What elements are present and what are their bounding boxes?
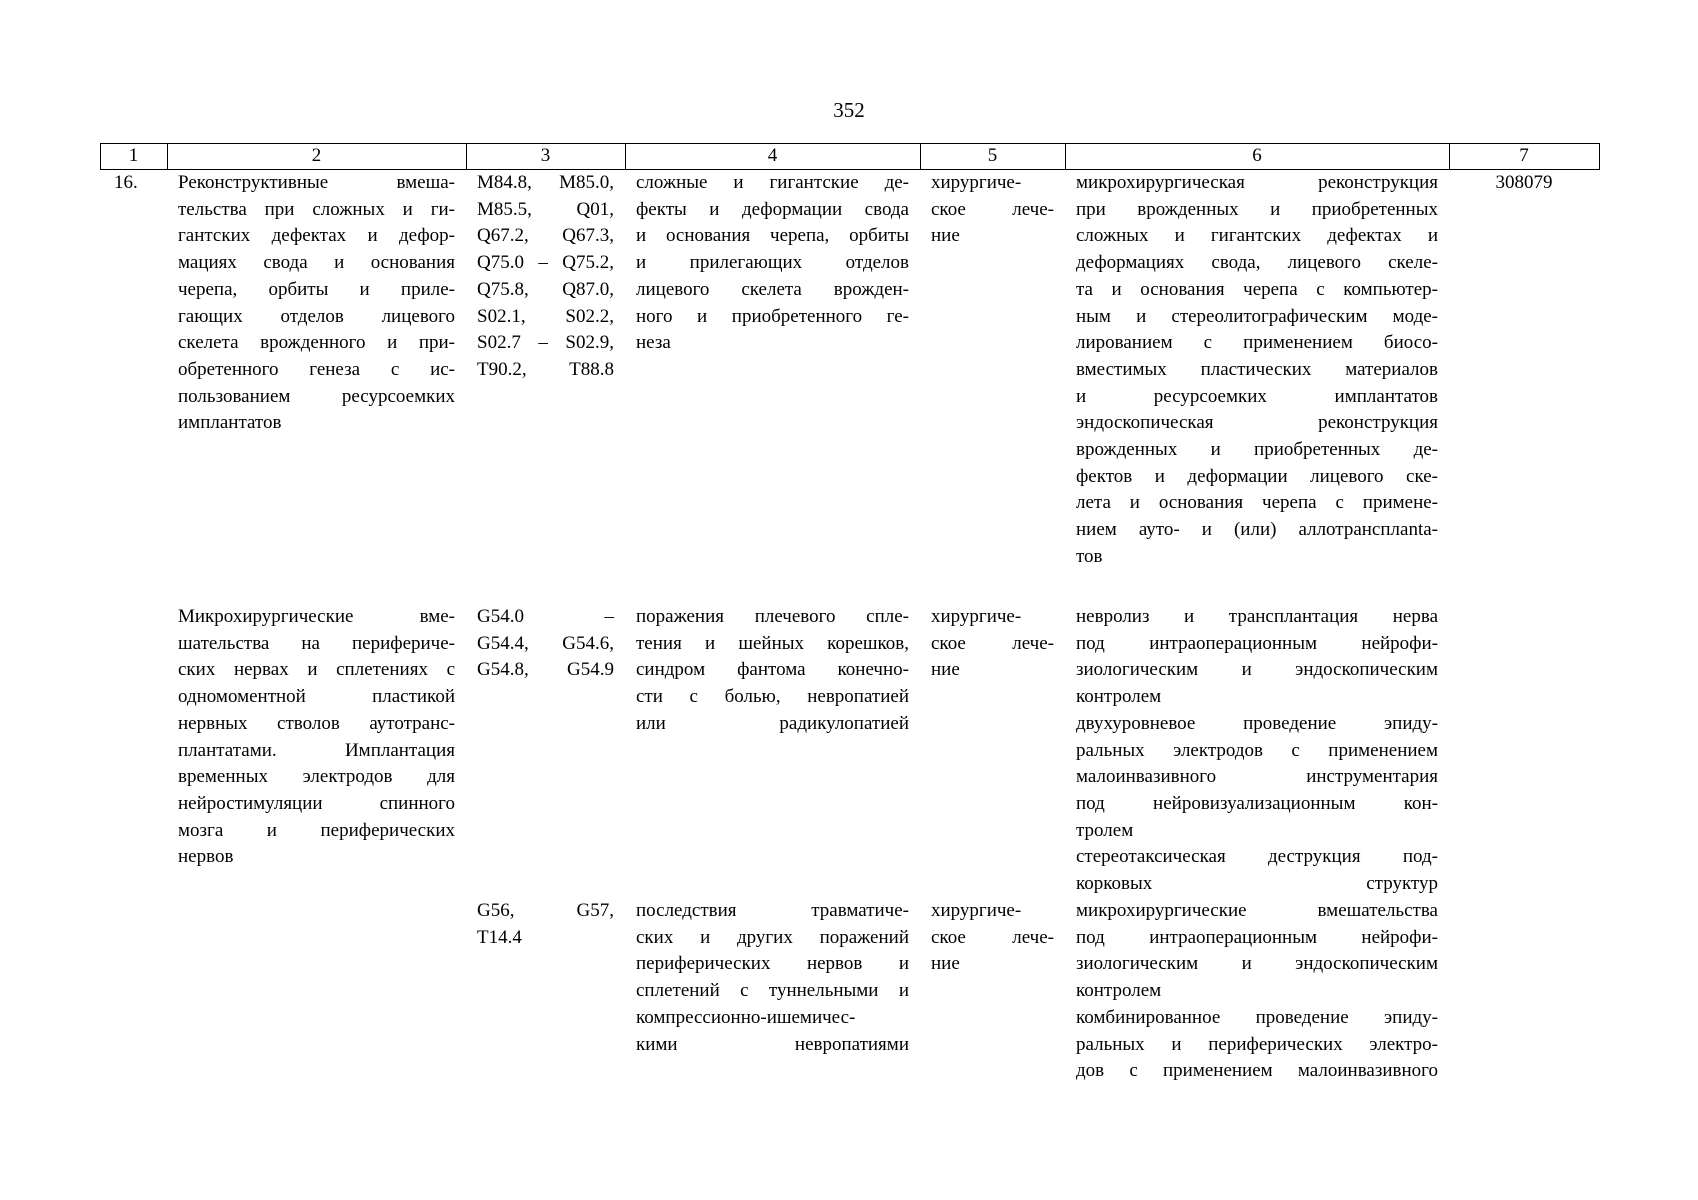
cell-line: фектов и деформации лицевого ске- bbox=[1076, 465, 1438, 487]
header-col-6: 6 bbox=[1252, 145, 1262, 166]
treatment-method bbox=[1076, 898, 1438, 1085]
cell-line: нейростимуляции спинного bbox=[178, 792, 455, 814]
cell-line: вместимых пластических материалов bbox=[1076, 358, 1438, 380]
cell-line: стереотаксическая деструкция под- bbox=[1076, 846, 1438, 868]
cell-line: под нейровизуализационным кон- bbox=[1076, 792, 1438, 814]
cell-line: имплантатов bbox=[178, 412, 282, 434]
cell-line: последствия травматиче- bbox=[636, 900, 909, 921]
cell-line: мациях свода и основания bbox=[178, 252, 455, 274]
cell-line: гантских дефектах и дефор- bbox=[178, 225, 455, 247]
cell-line: контролем bbox=[1076, 686, 1162, 708]
cell-line: микрохирургическая реконструкция bbox=[1076, 172, 1438, 193]
cell-line: ских нервах и сплетениях с bbox=[178, 659, 455, 681]
cell-line: S02.1, S02.2, bbox=[477, 305, 614, 327]
cell-line: при врожденных и приобретенных bbox=[1076, 198, 1438, 220]
cell-line: Q75.0 – Q75.2, bbox=[477, 252, 614, 274]
treatment-type bbox=[931, 170, 1054, 250]
cell-line: врожденных и приобретенных де- bbox=[1076, 439, 1438, 461]
cell-line: ских и других поражений bbox=[636, 926, 909, 948]
cell-line: ние bbox=[931, 953, 960, 975]
cell-line: одномоментной пластикой bbox=[178, 686, 455, 708]
cell-line: T14.4 bbox=[477, 926, 522, 948]
cell-line: дов с применением малоинвазивного bbox=[1076, 1060, 1438, 1082]
cell-line: G54.8, G54.9 bbox=[477, 659, 614, 681]
cell-line: шательства на перифериче- bbox=[178, 632, 455, 654]
header-divider bbox=[1599, 143, 1600, 169]
cell-line: или радикулопатией bbox=[636, 712, 909, 734]
cell-line: под интраоперационным нейрофи- bbox=[1076, 632, 1438, 654]
cell-line: M84.8, M85.0, bbox=[477, 172, 614, 193]
cell-line: деформациях свода, лицевого скеле- bbox=[1076, 252, 1438, 274]
cell-line: G54.0 – bbox=[477, 606, 614, 627]
cell-line: хирургиче- bbox=[931, 606, 1022, 627]
cell-line: T90.2, T88.8 bbox=[477, 358, 614, 380]
cell-line: лированием с применением биосо- bbox=[1076, 332, 1438, 354]
cell-line: ское лече- bbox=[931, 632, 1054, 654]
cell-line: ское лече- bbox=[931, 926, 1054, 948]
cell-line: сти с болью, невропатией bbox=[636, 686, 909, 708]
cell-line: зиологическим и эндоскопическим bbox=[1076, 659, 1438, 681]
cell-line: Микрохирургические вме- bbox=[178, 606, 455, 627]
header-col-5: 5 bbox=[987, 145, 998, 166]
cell-line: нервов bbox=[178, 846, 234, 868]
treatment-method bbox=[1076, 170, 1438, 571]
icd-codes bbox=[477, 170, 614, 384]
cell-line: M85.5, Q01, bbox=[477, 198, 614, 220]
cell-line: ральных и периферических электро- bbox=[1076, 1033, 1438, 1055]
treatment-type bbox=[931, 604, 1054, 684]
cell-line: мозга и периферических bbox=[178, 819, 455, 841]
treatment-method bbox=[1076, 604, 1438, 898]
cell-line: невролиз и трансплантация нерва bbox=[1076, 606, 1438, 627]
patient-model bbox=[636, 898, 909, 1058]
cell-line: синдром фантома конечно- bbox=[636, 659, 909, 681]
cell-line: обретенного генеза с ис- bbox=[178, 358, 455, 380]
cell-line: Q67.2, Q67.3, bbox=[477, 225, 614, 247]
cell-line: эндоскопическая реконструкция bbox=[1076, 412, 1438, 434]
cell-line: лицевого скелета врожден- bbox=[636, 278, 909, 300]
cell-line: тельства при сложных и ги- bbox=[178, 198, 455, 220]
cell-line: Q75.8, Q87.0, bbox=[477, 278, 614, 300]
cell-line: G54.4, G54.6, bbox=[477, 632, 614, 654]
cell-line: ральных электродов с применением bbox=[1076, 739, 1438, 761]
cell-line: плантатами. Имплантация bbox=[178, 739, 455, 761]
page-number: 352 bbox=[833, 98, 865, 122]
cell-line: малоинвазивного инструментария bbox=[1076, 766, 1438, 788]
cell-line: фекты и деформации свода bbox=[636, 198, 909, 220]
cell-line: Реконструктивные вмеша- bbox=[178, 172, 455, 193]
cell-line: комбинированное проведение эпиду- bbox=[1076, 1006, 1438, 1028]
cell-line: зиологическим и эндоскопическим bbox=[1076, 953, 1438, 975]
cell-line: нием ауто- и (или) аллотрансплanta- bbox=[1076, 519, 1438, 541]
cell-line: периферических нервов и bbox=[636, 953, 909, 975]
cell-line: временных электродов для bbox=[178, 766, 455, 788]
icd-codes bbox=[477, 898, 614, 951]
intervention-name bbox=[178, 604, 455, 871]
cell-line: пользованием ресурсоемких bbox=[178, 385, 455, 407]
cell-line: скелета врожденного и при- bbox=[178, 332, 455, 354]
cell-line: ного и приобретенного ге- bbox=[636, 305, 909, 327]
cell-line: сплетений с туннельными и bbox=[636, 980, 909, 1002]
cell-line: и ресурсоемких имплантатов bbox=[1076, 385, 1438, 407]
cost-value: 308079 bbox=[1495, 172, 1553, 193]
cell-line: лета и основания черепа с примене- bbox=[1076, 492, 1438, 514]
cell-line: сложных и гигантских дефектах и bbox=[1076, 225, 1438, 247]
cell-line: микрохирургические вмешательства bbox=[1076, 900, 1438, 921]
cell-line: поражения плечевого спле- bbox=[636, 606, 909, 627]
cell-line: тролем bbox=[1076, 819, 1134, 841]
cell-line: тения и шейных корешков, bbox=[636, 632, 909, 654]
cell-line: хирургиче- bbox=[931, 900, 1022, 921]
cell-line: контролем bbox=[1076, 980, 1162, 1002]
cell-line: S02.7 – S02.9, bbox=[477, 332, 614, 354]
cell-line: сложные и гигантские де- bbox=[636, 172, 909, 193]
cell-line: черепа, орбиты и приле- bbox=[178, 278, 455, 300]
header-col-4: 4 bbox=[767, 145, 778, 166]
cell-line: и прилегающих отделов bbox=[636, 252, 909, 274]
cell-line: ние bbox=[931, 225, 960, 247]
patient-model bbox=[636, 604, 909, 738]
cell-line: и основания черепа, орбиты bbox=[636, 225, 909, 247]
header-col-2: 2 bbox=[311, 145, 322, 166]
cell-line: ным и стереолитографическим моде- bbox=[1076, 305, 1438, 327]
cell-line: та и основания черепа с компьютер- bbox=[1076, 278, 1438, 300]
header-col-3: 3 bbox=[540, 145, 551, 166]
cell-line: гающих отделов лицевого bbox=[178, 305, 455, 327]
cell-line: кими невропатиями bbox=[636, 1033, 909, 1055]
cell-line: G56, G57, bbox=[477, 900, 614, 921]
cell-line: неза bbox=[636, 332, 671, 354]
cell-line: тов bbox=[1076, 545, 1103, 567]
header-col-1: 1 bbox=[128, 145, 139, 166]
treatment-type bbox=[931, 898, 1054, 978]
cell-line: двухуровневое проведение эпиду- bbox=[1076, 712, 1438, 734]
cell-line: корковых структур bbox=[1076, 873, 1438, 895]
intervention-name bbox=[178, 170, 455, 437]
cell-line: под интраоперационным нейрофи- bbox=[1076, 926, 1438, 948]
cell-line: нервных стволов аутотранс- bbox=[178, 712, 455, 734]
patient-model bbox=[636, 170, 909, 357]
header-col-7: 7 bbox=[1519, 145, 1529, 166]
icd-codes bbox=[477, 604, 614, 684]
row-16-number: 16. bbox=[114, 172, 138, 193]
cell-line: ние bbox=[931, 659, 960, 681]
cell-line: хирургиче- bbox=[931, 172, 1022, 193]
cell-line: ское лече- bbox=[931, 198, 1054, 220]
cell-line: компрессионно-ишемичес- bbox=[636, 1006, 856, 1028]
